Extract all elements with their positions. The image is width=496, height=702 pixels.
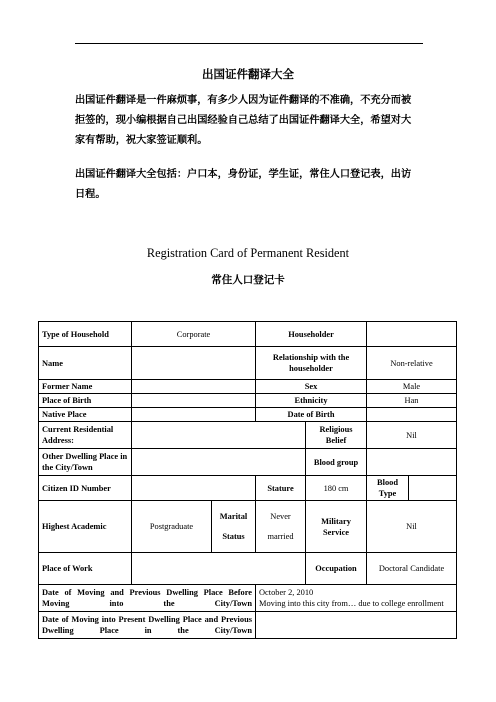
- page-title: 出国证件翻译大全: [202, 67, 294, 81]
- blood-group-value: [367, 449, 457, 476]
- military-label: Military Service: [306, 501, 367, 553]
- table-row: [39, 408, 457, 422]
- relationship-value: Non-relative: [367, 347, 457, 380]
- marital-label: [212, 501, 256, 553]
- blood-type-label: Blood Type: [367, 476, 409, 501]
- dob-label: Date of Birth: [256, 408, 367, 422]
- birthplace-value: [132, 394, 256, 408]
- table-row: [39, 476, 457, 501]
- occupation-value: Doctoral Candidate: [367, 553, 457, 585]
- card-title-en: Registration Card of Permanent Resident: [146, 246, 350, 260]
- sex-label: Sex: [256, 380, 367, 394]
- type-value: Corporate: [132, 322, 256, 347]
- blood-group-label: Blood group: [306, 449, 367, 476]
- work-value: [132, 553, 306, 585]
- military-value: Nil: [367, 501, 457, 553]
- table-row: [39, 422, 457, 449]
- occupation-label: Occupation: [306, 553, 367, 585]
- relationship-label: Relationship with the householder: [256, 347, 367, 380]
- work-label: Place of Work: [39, 553, 132, 585]
- other-dwelling-label: Other Dwelling Place in the City/Town: [39, 449, 132, 476]
- native-label: Native Place: [39, 408, 132, 422]
- stature-label: Stature: [256, 476, 306, 501]
- marital-value-line-1: Never: [270, 511, 291, 521]
- header-rule: [75, 43, 423, 44]
- table-row: [39, 585, 457, 612]
- former-name-label: Former Name: [39, 380, 132, 394]
- religion-label: Religious Belief: [306, 422, 367, 449]
- name-value: [132, 347, 256, 380]
- ethnicity-label: Ethnicity: [256, 394, 367, 408]
- sex-value: Male: [367, 380, 457, 394]
- card-title-cn: 常住人口登记卡: [211, 274, 285, 286]
- marital-label-line-2: Status: [222, 531, 245, 541]
- table-row: [39, 380, 457, 394]
- marital-label-line-1: Marital: [219, 511, 248, 521]
- address-value: [132, 422, 306, 449]
- moving-in-date: October 2, 2010: [259, 588, 314, 597]
- birthplace-label: Place of Birth: [39, 394, 132, 408]
- native-value: [132, 408, 256, 422]
- marital-value: [256, 501, 306, 553]
- table-row: [39, 612, 457, 639]
- moving-present-value: [256, 612, 457, 639]
- type-label: Type of Household: [39, 322, 132, 347]
- address-label: Current Residential Address:: [39, 422, 132, 449]
- academic-value: Postgraduate: [132, 501, 212, 553]
- id-value: [132, 476, 256, 501]
- moving-in-value: [256, 585, 457, 612]
- name-label: Name: [39, 347, 132, 380]
- religion-value: Nil: [367, 422, 457, 449]
- academic-label: Highest Academic: [39, 501, 132, 553]
- table-row: [39, 449, 457, 476]
- registration-card-table: [38, 321, 457, 639]
- householder-label: Householder: [256, 322, 367, 347]
- blood-type-value: [409, 476, 457, 501]
- table-row: [39, 553, 457, 585]
- intro-paragraph-2: 出国证件翻译大全包括：户口本，身份证，学生证，常住人口登记表，出访日程。: [75, 169, 412, 200]
- moving-in-label: Date of Moving and Previous Dwelling Place Before Moving into the City/Town: [39, 585, 256, 612]
- table-row: [39, 501, 457, 553]
- ethnicity-value: Han: [367, 394, 457, 408]
- table-row: [39, 394, 457, 408]
- table-row: [39, 322, 457, 347]
- householder-value: [367, 322, 457, 347]
- moving-in-note: Moving into this city from… due to college enrollment: [259, 599, 444, 608]
- id-label: Citizen ID Number: [39, 476, 132, 501]
- stature-value: 180 cm: [306, 476, 367, 501]
- other-dwelling-value: [132, 449, 306, 476]
- former-name-value: [132, 380, 256, 394]
- dob-value: [367, 408, 457, 422]
- moving-present-label: Date of Moving into Present Dwelling Place and Previous Dwelling Place in the City/Town: [39, 612, 256, 639]
- intro-paragraph-1: 出国证件翻译是一件麻烦事，有多少人因为证件翻译的不准确，不充分而被拒签的，现小编根据自己出国经验自己总结了出国证件翻译大全，希望对大家有帮助，祝大家签证顺利。: [75, 95, 412, 146]
- marital-value-line-2: married: [267, 531, 294, 541]
- table-row: [39, 347, 457, 380]
